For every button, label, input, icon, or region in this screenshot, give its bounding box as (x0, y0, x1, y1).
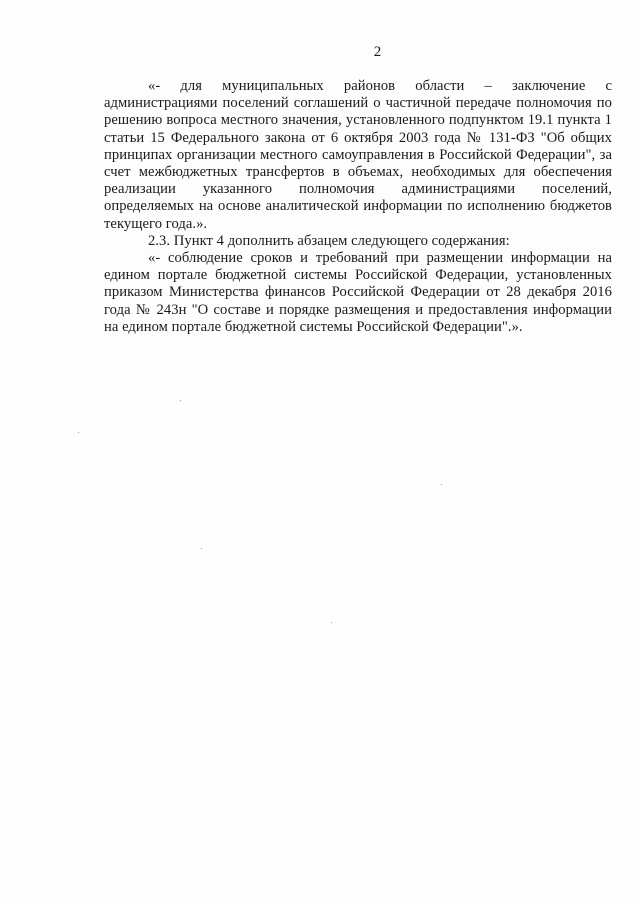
scan-speck (180, 400, 181, 401)
scan-speck (201, 548, 202, 549)
scan-speck (331, 622, 332, 623)
document-body (104, 78, 612, 336)
scan-speck (441, 484, 442, 485)
paragraph-amendment-budget-portal: «- соблюдение сроков и требований при размещении информации на едином портале бюджетной системы Российской Федерации, установленных приказом Министерства финансов Российской Федерации от 28 декабря 2016 года № 243н "О составе и порядке размещения и предоставления информации на едином портале бюджетной системы Российской Федерации".». (104, 250, 612, 335)
paragraph-amendment-municipal-districts: «- для муниципальных районов области – заключение с администрациями поселений соглашений о частичной передаче полномочия по решению вопроса местного значения, установленного подпунктом 19.1 пункта 1 статьи 15 Федерального закона от 6 октября 2003 года № 131-ФЗ "Об общих принципах организации местного самоуправления в Российской Федерации", за счет межбюджетных трансфертов в объемах, необходимых для обеспечения реализации указанного полномочия администрациями поселений, определяемых на основе аналитической информации по исполнению бюджетов текущего года.». (104, 78, 612, 232)
scan-speck (78, 432, 79, 433)
paragraph-item-2-3: 2.3. Пункт 4 дополнить абзацем следующего содержания: (148, 232, 510, 249)
page-number: 2 (373, 44, 382, 60)
